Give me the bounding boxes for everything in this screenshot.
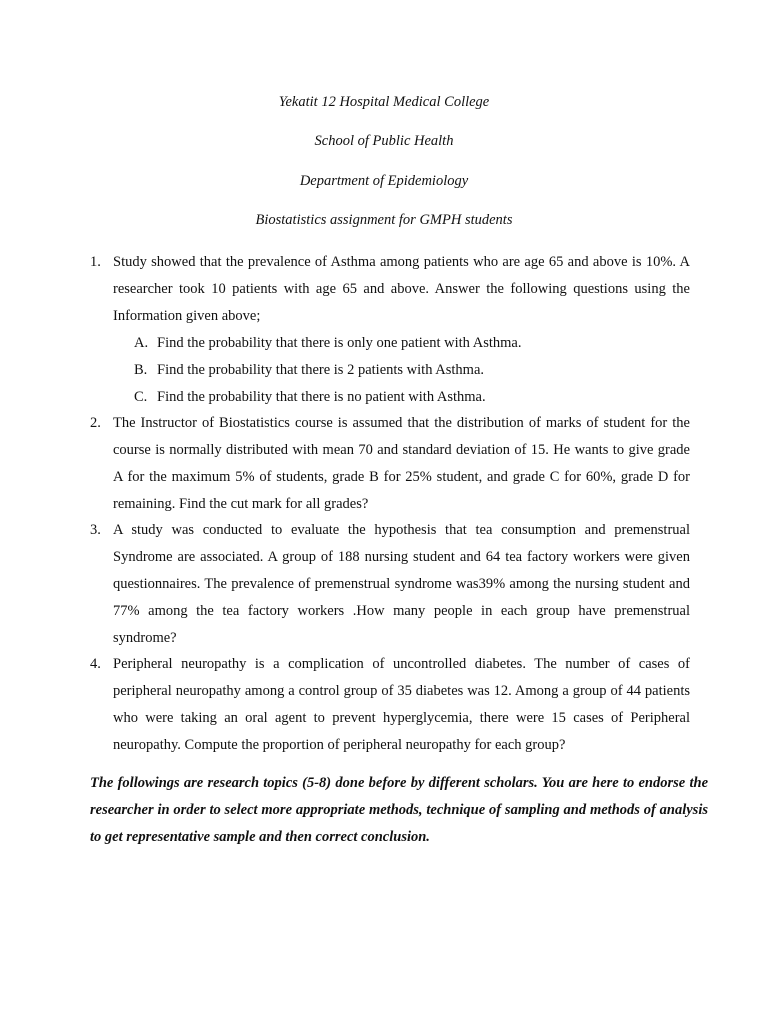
question-text: Study showed that the prevalence of Asthma among patients who are age 65 and above is 10%. A researcher took 10 patients with age 65 and above. Answer the following questions using the Information given above; (113, 254, 690, 324)
question-text: A study was conducted to evaluate the hypothesis that tea consumption and premenstrual Syndrome are associated. A group of 188 nursing student and 64 tea factory workers were given questionnaires. The prevalence of premenstrual syndrome was39% among the nursing student and 77% among the tea factory workers .How many people in each group have premenstrual syndrome? (113, 522, 690, 646)
question-part-a (134, 330, 690, 357)
research-topics-note: The followings are research topics (5-8) done before by different scholars. You are here to endorse the researcher in order to select more appropriate methods, technique of sampling and methods of analysis to get representative sample and then correct conclusion. (90, 775, 708, 845)
question-text: Peripheral neuropathy is a complication of uncontrolled diabetes. The number of cases of peripheral neuropathy among a control group of 35 diabetes was 12. Among a group of 44 patients who were taking an oral agent to prevent hyperglycemia, there were 15 cases of Peripheral neuropathy. Compute the proportion of peripheral neuropathy for each group? (113, 656, 690, 753)
question-2 (90, 410, 690, 518)
college-title: Yekatit 12 Hospital Medical College (278, 94, 490, 110)
question-number: 2. (90, 415, 101, 431)
question-4 (90, 651, 690, 759)
part-letter: C. (134, 389, 148, 405)
question-part-c (134, 384, 690, 411)
department-title: Department of Epidemiology (299, 173, 469, 189)
part-text: Find the probability that there is only one patient with Asthma. (157, 335, 522, 351)
assignment-title: Biostatistics assignment for GMPH students (255, 212, 513, 228)
part-letter: A. (134, 335, 149, 351)
question-part-b (134, 357, 690, 384)
part-text: Find the probability that there is 2 patients with Asthma. (157, 362, 485, 378)
school-title: School of Public Health (314, 133, 454, 149)
question-1 (90, 249, 690, 411)
part-text: Find the probability that there is no patient with Asthma. (157, 389, 486, 405)
question-number: 1. (90, 254, 101, 270)
part-letter: B. (134, 362, 148, 378)
question-number: 4. (90, 656, 101, 672)
question-3 (90, 517, 690, 652)
question-text: The Instructor of Biostatistics course is assumed that the distribution of marks of student for the course is normally distributed with mean 70 and standard deviation of 15. He wants to give grade A for the maximum 5% of students, grade B for 25% student, and grade C for 60%, grade D for remaining. Find the cut mark for all grades? (113, 415, 690, 512)
question-number: 3. (90, 522, 101, 538)
